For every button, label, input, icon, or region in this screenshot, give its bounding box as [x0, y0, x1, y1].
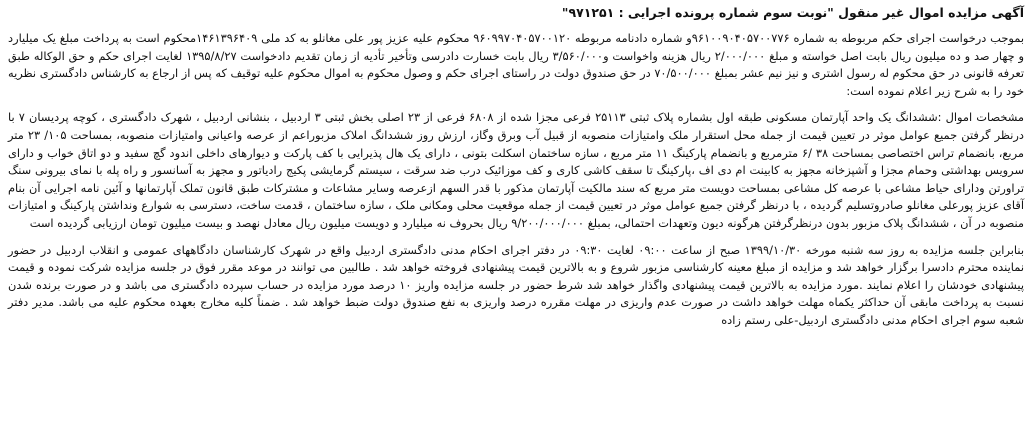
notice-paragraph-auction: بنابراین جلسه مزایده به روز سه شنبه مورخه ۱۳۹۹/۱۰/۳۰ صبح از ساعت ۰۹:۰۰ لغایت ۰۹:۳۰ در دفتر اجرای احکام مدنی دادگستری اردبیل واقع در شهرک کارشناسان دادگاههای عمومی و انقلاب اردبیل در حضور نماینده محترم دادسرا برگزار خواهد شد و مزایده از مبلغ معینه کارشناسی مزبور شروع و به بالاترین قیمت پیشنهادی فروخته خواهد شد . طالبین می توانند در موعد مقرر فوق در جلسه مزایده شرکت نموده و قیمت پیشنهادی خودشان را اعلام نمایند .مورد مزایده به بالاترین قیمت پیشنهادی واگذار خواهد شد شرط حضور در جلسه مزایده واریز ۱۰ درصد مورد مزایده در حساب سپرده دادگستری می باشد و در صورت برنده شدن نسبت به پرداخت مابقی آن حداکثر یکماه مهلت خواهد داشت در صورت عدم واریزی در مهلت مقرره درصد واریزی به نفع صندوق دولت ضبط خواهد شد . ضمناً کلیه مخارج بعهده محکوم علیه می باشد. مدیر دفتر شعبه سوم اجرای احکام مدنی دادگستری اردبیل-علی رستم زاده: [8, 242, 1024, 327]
notice-paragraph-judgment: بموجب درخواست اجرای حکم مربوطه به شماره ۹۶۱۰۰۹۰۴۰۵۷۰۰۷۷۶و شماره دادنامه مربوطه ۹۶۰۹۹۷۰۴۰۵۷۰۰۱۲۰ محکوم علیه عزیز پور علی مغانلو به کد ملی ۱۴۶۱۳۹۶۴۰۹محکوم است به پرداخت مبلغ یک میلیارد و چهار صد و ده میلیون ریال بابت اصل خواسته و مبلغ ۲/۰۰۰/۰۰۰ ریال هزینه واخواست و۳/۵۶۰/۰۰۰ ریال بابت خسارت دادرسی وتأخیر تأدیه از زمان تقدیم دادخواست ۱۳۹۵/۸/۲۷ لغایت اجرای حکم و حق الوکاله طبق تعرفه قانونی در حق محکوم له رسول اشتری و نیز نیم عشر بمبلغ ۷۰/۵۰۰/۰۰۰ در حق صندوق دولت در راستای اجرای حکم و وصول محکوم به اموال محکوم علیه توقیف که پس از ارجاع به کارشناس دادگستری نظریه خود را به شرح زیر اعلام نموده است:: [8, 31, 1025, 98]
notice-title: آگهی مزایده اموال غیر منقول "نوبت سوم شماره پرونده اجرایی : ۹۷۱۲۵۱": [561, 5, 1024, 20]
notice-paragraph-property: مشخصات اموال :ششدانگ یک واحد آپارتمان مسکونی طبقه اول بشماره پلاک ثبتی ۲۵۱۱۳ فرعی مجزا شده از ۶۸۰۸ فرعی از ۲۳ اصلی بخش ثبتی ۳ اردبیل ، بنشانی اردبیل ، شهرک دادگستری ، کوچه پردیسان ۷ با درنظر گرفتن جمیع عوامل موثر در تعیین قیمت از جمله محل استقرار ملک وامتیازات منصوبه از قبیل آب وبرق وگاز، ارزش روز ششدانگ املاک مزبوراعم از عرصه واعیانی وامتیازات منصوبه، بمساحت ۱۰۵/ ۲۳ متر مربع، بانضمام تراس اختصاصی بمساحت ۳۸ /۶ مترمربع و بانضمام پارکینگ ۱۱ متر مربع ، سازه ساختمان اسکلت بتونی ، دارای یک هال پذیرایی با کف پارکت و دیوارهای داخلی اندود گچ سفید و دو اتاق خواب و دارای سرویس بهداشتی وحمام مجزا و آشپزخانه مجهز به کابینت ام دی اف ،پارکینگ تا سقف کاشی کاری و کف موزائیک درب ضد سرقت ، سیستم گرمایشی پکیج رادیاتور و مجهز به آسانسور و راه پله با نمای بیرونی سنگ تراورتن ودارای حیاط مشاعی با عرصه کل مشاعی بمساحت دویست متر مربع که سند مالکیت آپارتمان مذکور با قدر السهم ازعرصه وسایر مشاعات و مشترکات طبق قانون تملک آپارتمانها و آئین نامه اجرایی آن بنام آقای عزیز پورعلی مغانلو صادروتسلیم گردیده ، با درنظر گرفتن جمیع عوامل موثر در تعیین قیمت از جمله موقعیت محلی ومکانی ملک ، سازه ساختمان ، قدمت ساخت، دسترسی به شوارع ونداشتن پارکینگ و امتیازات منصوبه در آن ، ششدانگ پلاک مزبور بدون درنظرگرفتن هرگونه دیون وتعهدات احتمالی، بمبلغ ۹/۲۰۰/۰۰۰/۰۰۰ ریال بحروف نه میلیارد و دویست میلیون ریال معادل نهصد و بیست میلیون تومان ارزیابی گردیده است: [8, 110, 1024, 230]
